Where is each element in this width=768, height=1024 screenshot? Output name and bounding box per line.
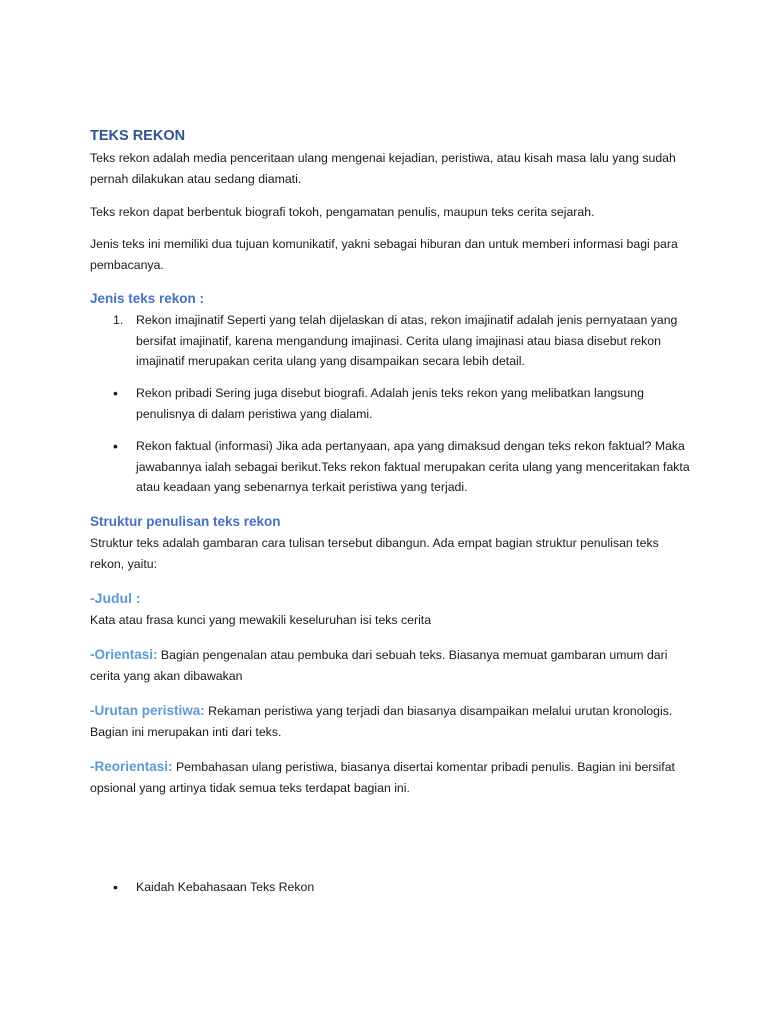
orientasi-paragraph xyxy=(90,645,690,686)
document-title: TEKS REKON xyxy=(90,128,186,144)
list-item: Rekon imajinatif Seperti yang telah dijelaskan di atas, rekon imajinatif adalah jenis pernyataan yang bersifat imajinatif, karena mengandung imajinasi. Cerita ulang imajinasi atau biasa disebut rekon imajinatif merupakan cerita ulang yang disampaikan secara lebih detail. xyxy=(136,313,678,368)
judul-heading: -Judul : xyxy=(90,590,141,606)
judul-text: Kata atau frasa kunci yang mewakili keseluruhan isi teks cerita xyxy=(90,613,432,627)
reorientasi-paragraph xyxy=(90,757,690,798)
reorientasi-text: Pembahasan ulang peristiwa, biasanya disertai komentar pribadi penulis. Bagian ini bersifat opsional yang artinya tidak semua teks terdapat bagian ini. xyxy=(90,760,675,795)
bullet-icon: • xyxy=(113,385,118,401)
list-item: Rekon pribadi Sering juga disebut biografi. Adalah jenis teks rekon yang melibatkan langsung penulisnya di dalam peristiwa yang dialami. xyxy=(136,386,644,421)
intro-paragraph-2: Teks rekon dapat berbentuk biografi tokoh, pengamatan penulis, maupun teks cerita sejarah. xyxy=(90,205,595,219)
urutan-text: Rekaman peristiwa yang terjadi dan biasanya disampaikan melalui urutan kronologis. Bagian ini merupakan inti dari teks. xyxy=(90,704,673,739)
intro-paragraph-1: Teks rekon adalah media penceritaan ulang mengenai kejadian, peristiwa, atau kisah masa lalu yang sudah pernah dilakukan atau sedang diamati. xyxy=(90,151,676,186)
struktur-heading: Struktur penulisan teks rekon xyxy=(90,514,281,529)
struktur-intro: Struktur teks adalah gambaran cara tulisan tersebut dibangun. Ada empat bagian struktur penulisan teks rekon, yaitu: xyxy=(90,536,659,571)
reorientasi-label: -Reorientasi: xyxy=(90,759,173,774)
bullet-icon: • xyxy=(113,438,118,454)
bullet-icon: • xyxy=(113,879,118,895)
orientasi-label: -Orientasi: xyxy=(90,647,158,662)
list-marker: 1. xyxy=(113,313,124,327)
kaidah-item: Kaidah Kebahasaan Teks Rekon xyxy=(136,880,315,894)
jenis-heading: Jenis teks rekon : xyxy=(90,291,205,306)
list-item: Rekon faktual (informasi) Jika ada pertanyaan, apa yang dimaksud dengan teks rekon faktual? Maka jawabannya ialah sebagai berikut.Teks rekon faktual merupakan cerita ulang yang menceritakan fakta atau keadaan yang sebenarnya terkait peristiwa yang terjadi. xyxy=(136,439,690,494)
intro-paragraph-3: Jenis teks ini memiliki dua tujuan komunikatif, yakni sebagai hiburan dan untuk memberi informasi bagi para pembacanya. xyxy=(90,237,678,272)
urutan-label: -Urutan peristiwa: xyxy=(90,703,205,718)
urutan-paragraph xyxy=(90,701,690,742)
orientasi-text: Bagian pengenalan atau pembuka dari sebuah teks. Biasanya memuat gambaran umum dari cerita yang akan dibawakan xyxy=(90,648,668,683)
